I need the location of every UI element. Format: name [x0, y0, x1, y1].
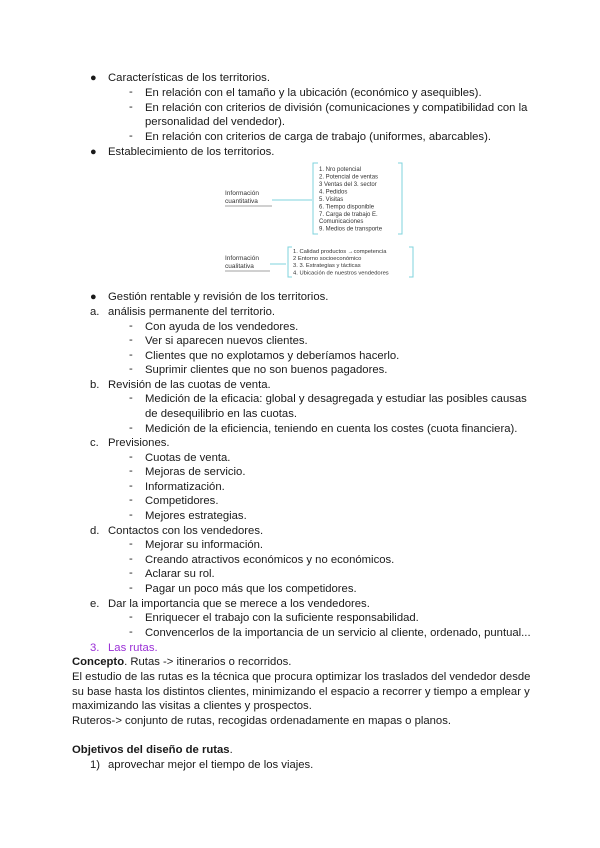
- quant-item: 3 Ventas del 3. sector: [319, 182, 377, 188]
- dash-marker: -: [129, 538, 133, 550]
- objectives-dot: .: [229, 744, 233, 756]
- section-heading: Establecimiento de los territorios.: [108, 146, 275, 158]
- bullet-icon: ●: [90, 146, 97, 158]
- paragraph-line: El estudio de las rutas es la técnica que procura optimizar los traslados del vendedor desde: [72, 671, 531, 683]
- objectives-heading: [72, 743, 233, 757]
- dash-marker: -: [129, 611, 133, 623]
- dash-marker: -: [129, 86, 133, 98]
- list-item: Pagar un poco más que los competidores.: [145, 583, 357, 595]
- dash-marker: -: [129, 392, 133, 404]
- list-item: En relación con criterios de carga de trabajo (uniformes, abarcables).: [145, 131, 491, 143]
- subsection-heading: Previsiones.: [108, 437, 170, 449]
- quant-item: 2. Potencial de ventas: [319, 174, 379, 181]
- dash-marker: -: [129, 422, 133, 434]
- list-item: Medición de la eficiencia, teniendo en cuenta los costes (cuota financiera).: [145, 423, 518, 435]
- list-item: Clientes que no explotamos y deberíamos hacerlo.: [145, 350, 400, 362]
- list-item: Informatización.: [145, 481, 225, 493]
- quant-item: Comunicaciones: [319, 219, 364, 225]
- dash-marker: -: [129, 363, 133, 375]
- list-item: Mejores estrategias.: [145, 510, 247, 522]
- section-heading: Gestión rentable y revisión de los territorios.: [108, 291, 329, 303]
- qual-item: 4. Ubicación de nuestros vendedores: [293, 270, 389, 277]
- list-item: Suprimir clientes que no son buenos pagadores.: [145, 364, 388, 376]
- dash-marker: -: [129, 582, 133, 594]
- quant-item: 9. Medios de transporte: [319, 226, 383, 233]
- subsection-heading: Dar la importancia que se merece a los vendedores.: [108, 598, 370, 610]
- list-item: Mejoras de servicio.: [145, 466, 246, 478]
- section-number: 3.: [90, 642, 100, 654]
- list-marker: a.: [90, 306, 100, 318]
- list-item: Competidores.: [145, 495, 219, 507]
- dash-marker: -: [129, 494, 133, 506]
- subsection-heading: análisis permanente del territorio.: [108, 306, 276, 318]
- left-bracket: [313, 163, 318, 234]
- dash-marker: -: [129, 480, 133, 492]
- right-bracket: [398, 163, 402, 234]
- list-item: Convencerlos de la importancia de un servicio al cliente, ordenado, puntual...: [145, 627, 531, 639]
- list-marker: d.: [90, 525, 100, 537]
- list-item-continuation: de desequilibrio en las cuotas.: [145, 408, 297, 420]
- subsection-heading: Contactos con los vendedores.: [108, 525, 264, 537]
- right-bracket: [409, 247, 413, 277]
- bullet-icon: ●: [90, 291, 97, 303]
- quant-label-1: Información: [225, 190, 259, 197]
- list-item: En relación con criterios de división (comunicaciones y compatibilidad con la: [145, 102, 528, 114]
- dash-marker: -: [129, 553, 133, 565]
- list-marker: c.: [90, 437, 99, 449]
- quant-item: 7. Carga de trabajo E.: [319, 212, 378, 218]
- list-marker: b.: [90, 379, 100, 391]
- list-item: Cuotas de venta.: [145, 452, 231, 464]
- qual-item: 3. 3. Estrategias y tácticas: [293, 263, 361, 269]
- quant-item: 6. Tiempo disponible: [319, 204, 375, 211]
- list-item: Medición de la eficacia: global y desagregada y estudiar las posibles causas: [145, 393, 527, 405]
- paragraph-line: maximizando las visitas a clientes y prospectos.: [72, 700, 312, 712]
- numbered-marker: 1): [90, 759, 101, 771]
- quant-item: 5. Visitas: [319, 197, 344, 203]
- qual-item: 2 Entorno socioeconómico: [293, 256, 362, 262]
- section-heading: Características de los territorios.: [108, 72, 270, 84]
- dash-marker: -: [129, 465, 133, 477]
- list-item: Con ayuda de los vendedores.: [145, 321, 299, 333]
- list-item: Ver si aparecen nuevos clientes.: [145, 335, 308, 347]
- dash-marker: -: [129, 451, 133, 463]
- list-item: Aclarar su rol.: [145, 568, 215, 580]
- quant-item: 1. Nro potencial: [319, 167, 362, 173]
- qual-label-1: Información: [225, 255, 259, 262]
- bullet-icon: ●: [90, 72, 97, 84]
- list-item-continuation: personalidad del vendedor).: [145, 116, 286, 128]
- objectives-label: Objetivos del diseño de rutas: [72, 744, 230, 756]
- dash-marker: -: [129, 626, 133, 638]
- territory-diagram: [220, 160, 420, 280]
- dash-marker: -: [129, 320, 133, 332]
- list-marker: e.: [90, 598, 100, 610]
- dash-marker: -: [129, 130, 133, 142]
- dash-marker: -: [129, 334, 133, 346]
- qual-item: 1. Calidad productos →competencia: [293, 249, 387, 255]
- list-item: En relación con el tamaño y la ubicación (económico y asequibles).: [145, 87, 482, 99]
- dash-marker: -: [129, 509, 133, 521]
- left-bracket: [288, 247, 292, 277]
- quant-label-2: cuantitativa: [225, 198, 258, 205]
- numbered-item: aprovechar mejor el tiempo de los viajes.: [108, 759, 314, 771]
- ruteros-line: Ruteros-> conjunto de rutas, recogidas ordenadamente en mapas o planos.: [72, 715, 451, 727]
- concept-text: . Rutas -> itinerarios o recorridos.: [124, 656, 292, 668]
- dash-marker: -: [129, 349, 133, 361]
- paragraph-line: su base hasta los distintos clientes, minimizando el espacio a recorrer y tiempo a emplear y: [72, 686, 530, 698]
- list-item: Mejorar su información.: [145, 539, 264, 551]
- dash-marker: -: [129, 101, 133, 113]
- concept-line: [72, 655, 291, 669]
- concept-label: Concepto: [72, 656, 125, 668]
- list-item: Creando atractivos económicos y no económicos.: [145, 554, 395, 566]
- list-item: Enriquecer el trabajo con la suficiente responsabilidad.: [145, 612, 419, 624]
- subsection-heading: Revisión de las cuotas de venta.: [108, 379, 271, 391]
- section-heading: Las rutas.: [108, 642, 158, 654]
- quant-item: 4. Pedidos: [319, 189, 348, 196]
- qual-label-2: cualitativa: [225, 263, 254, 270]
- dash-marker: -: [129, 567, 133, 579]
